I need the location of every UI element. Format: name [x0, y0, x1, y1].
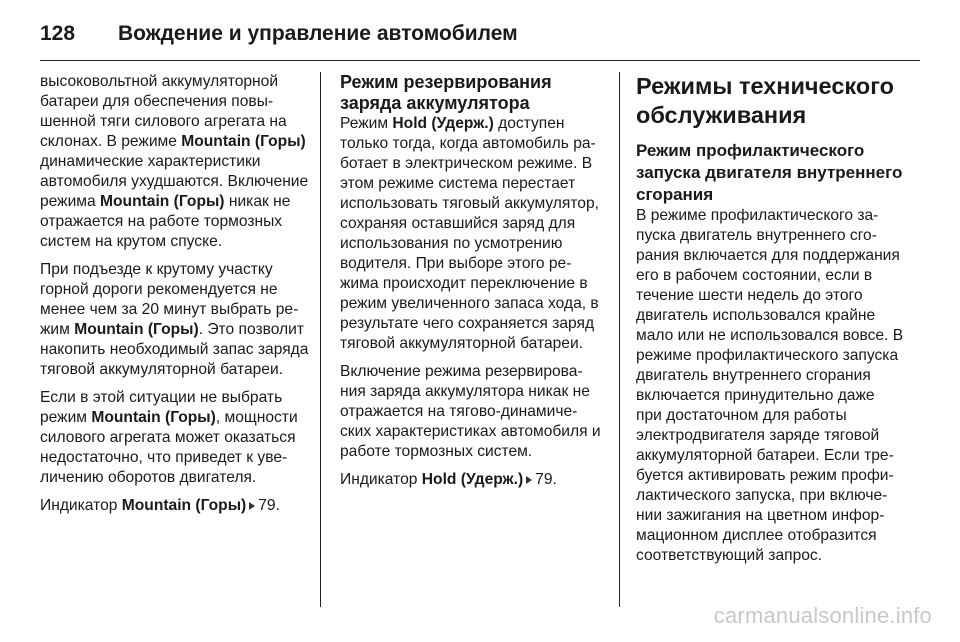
section-heading: Режим профилактического запуска двигателя внутреннего сгорания — [636, 141, 903, 204]
paragraph: Если в этой ситуации не выбрать режим Mountain (Горы), мощности силового агрегата может оказаться недостаточно, что приведет к увеличению оборотов двигателя. — [40, 389, 298, 486]
page-title: Вождение и управление автомобилем — [118, 22, 518, 45]
paragraph: Включение режима резервирования заряда аккумулятора никак не отражается на тягово-динамических характеристиках автомобиля и работе тормозных систем. — [340, 363, 601, 460]
page-reference-link[interactable]: 79. — [258, 497, 280, 514]
page-reference-arrow-icon — [249, 502, 255, 510]
watermark: carmanualsonline.info — [713, 603, 932, 628]
column-divider — [619, 72, 620, 607]
paragraph: Индикатор Hold (Удерж.) 79. — [340, 471, 557, 488]
paragraph: высоковольтной аккумуляторной батареи для обеспечения повышенной тяги силового агрегата на склонах. В режиме Mountain (Горы) динамические характеристики автомобиля ухудшаются. Включение режима Mountain (Горы) никак не отражается на работе тормозных систем на крутом спуске. — [40, 73, 309, 250]
column-2 — [340, 72, 602, 498]
page-number: 128 — [40, 22, 76, 45]
paragraph: При подъезде к крутому участку горной дороги рекомендуется не менее чем за 20 минут выбрать режим Mountain (Горы). Это позволит накопить необходимый запас заряда тяговой аккумуляторной батареи. — [40, 261, 309, 378]
column-divider — [320, 72, 321, 607]
page-reference-arrow-icon — [526, 476, 532, 484]
column-1 — [40, 72, 312, 524]
page-header — [40, 14, 518, 54]
column-3 — [636, 72, 904, 574]
section-heading: Режим резервирования заряда аккумулятора — [340, 72, 552, 113]
paragraph: Индикатор Mountain (Горы) 79. — [40, 497, 280, 514]
header-divider — [40, 60, 920, 61]
paragraph: Режим Hold (Удерж.) доступен только тогда, когда автомобиль работает в электрическом режиме. В этом режиме система перестает использовать тяговый аккумулятор, сохраняя оставшийся заряд для использования по усмотрению водителя. При выборе этого режима происходит переключение в режим увеличенного запаса хода, в результате чего сохраняется заряд тяговой аккумуляторной батареи. — [340, 115, 599, 352]
page-reference-link[interactable]: 79. — [535, 471, 557, 488]
chapter-heading: Режимы технического обслуживания — [636, 73, 895, 128]
paragraph: В режиме профилактического запуска двигатель внутреннего сгорания включается для поддержания его в рабочем состоянии, если в течение шести недель до этого двигатель использовался крайне мало или не использовался вовсе. В режиме профилактического запуска двигатель внутреннего сгорания включается принудительно даже при достаточном для работы электродвигателя заряде тяговой аккумуляторной батареи. Если требуется активировать режим профилактического запуска, при включении зажигания на цветном информационном дисплее отобразится соответствующий запрос. — [636, 207, 904, 564]
